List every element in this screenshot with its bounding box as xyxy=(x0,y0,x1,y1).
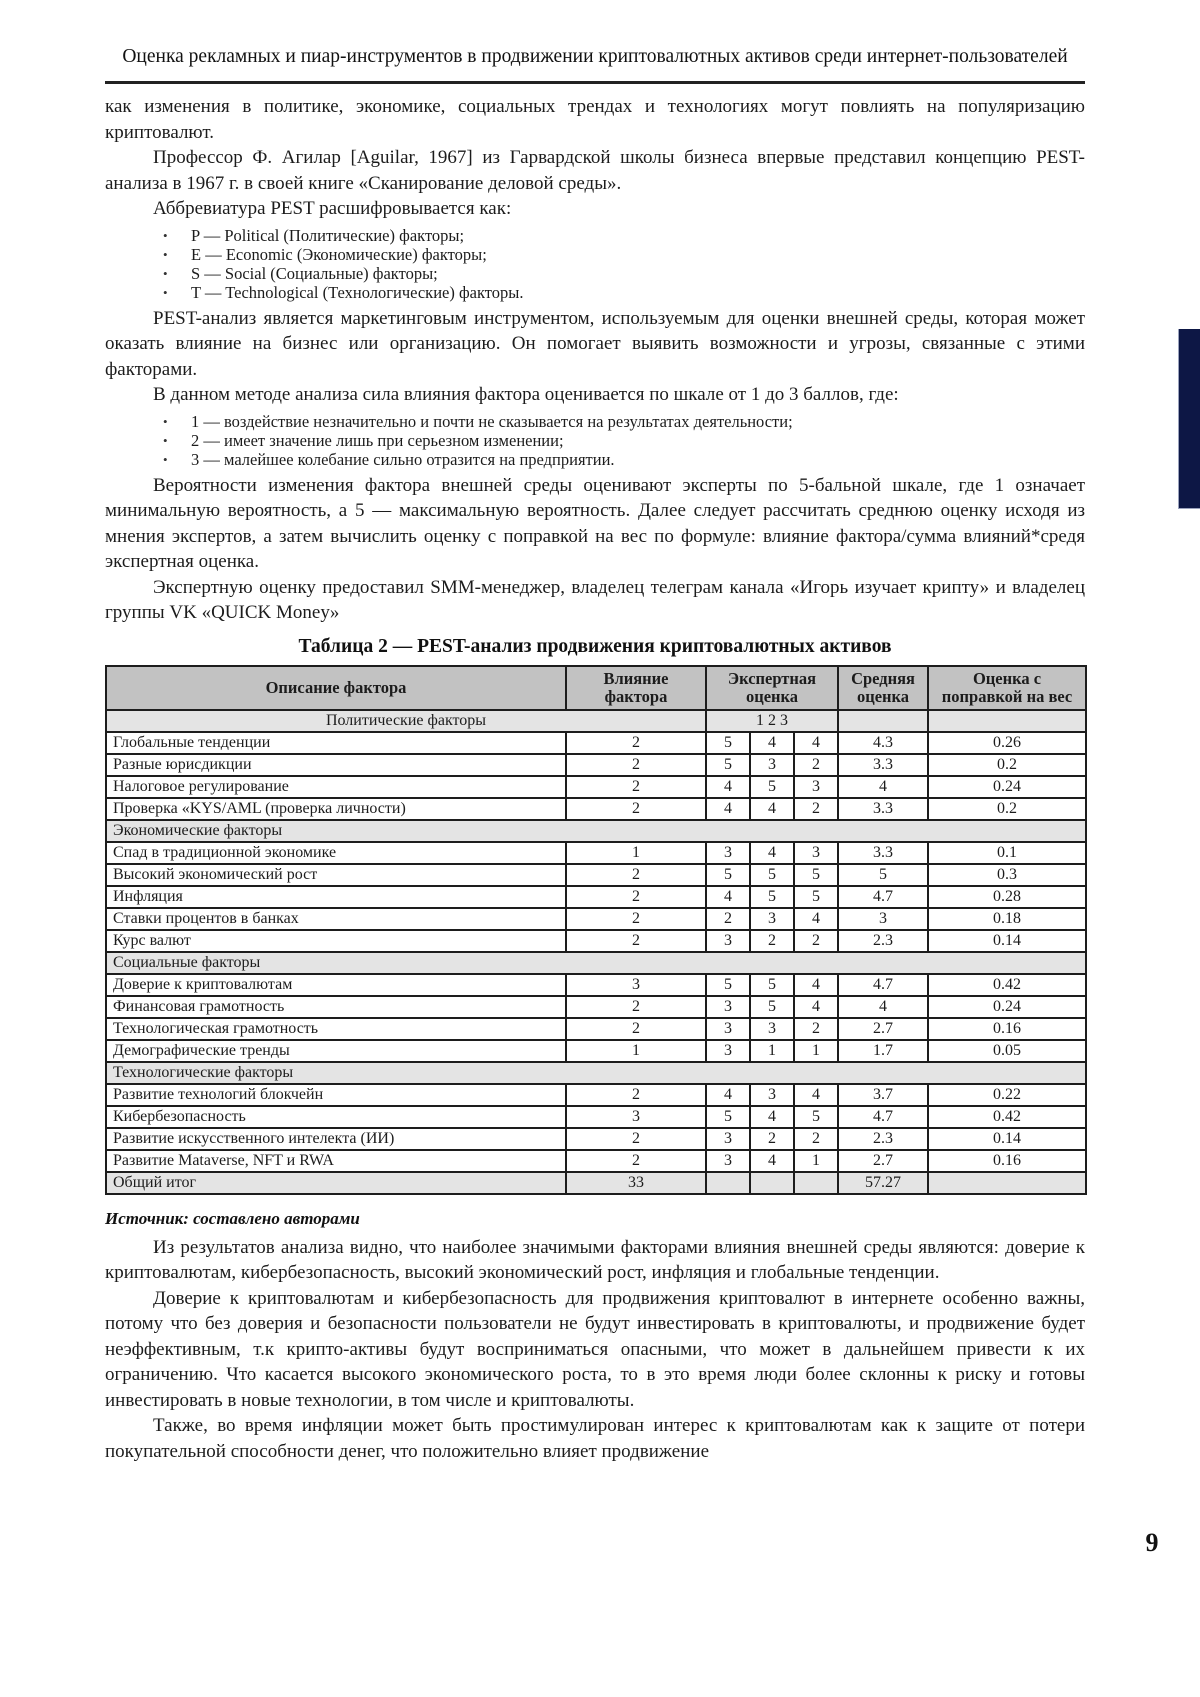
pest-bullet-list xyxy=(105,227,1085,301)
table-row xyxy=(106,996,1086,1018)
table-cell: 4 xyxy=(750,1106,794,1128)
paragraph-inflation: Также, во время инфляции может быть простимулирован интерес к криптовалютам как к защите от потери покупательной способности денег, что положительно влияет продвижение xyxy=(105,1415,1085,1462)
table-cell: 33 xyxy=(566,1172,706,1194)
table-row xyxy=(106,908,1086,930)
table-cell: 4 xyxy=(794,1084,838,1106)
table-cell: 3 xyxy=(794,842,838,864)
table-cell: Курс валют xyxy=(106,930,566,952)
table-row xyxy=(106,1150,1086,1172)
table-cell: 3 xyxy=(706,1040,750,1062)
table-cell: 2 xyxy=(566,1150,706,1172)
table-cell: 4 xyxy=(750,1150,794,1172)
table-cell: 4 xyxy=(838,996,928,1018)
table-cell: 0.14 xyxy=(928,930,1086,952)
table-cell: Технологическая грамотность xyxy=(106,1018,566,1040)
page-content xyxy=(105,0,1085,1464)
table-cell: 4.7 xyxy=(838,974,928,996)
bullet-item: • T — Technological (Технологические) факторы. xyxy=(105,284,1085,301)
running-head-title: Оценка рекламных и пиар-инструментов в продвижении криптовалютных активов среди интернет-пользователей xyxy=(122,46,1068,67)
table-cell: Развитие искусственного интелекта (ИИ) xyxy=(106,1128,566,1150)
table-cell: Кибербезопасность xyxy=(106,1106,566,1128)
table-cell: 3 xyxy=(706,1128,750,1150)
table-cell: Инфляция xyxy=(106,886,566,908)
paragraph-expert-source: Экспертную оценку предоставил SMM-менеджер, владелец телеграм канала «Игорь изучает крипту» и владелец группы VK «QUICK Money» xyxy=(105,576,1085,623)
table-cell: 2.7 xyxy=(838,1150,928,1172)
table-cell: 2 xyxy=(794,798,838,820)
column-header-description: Описание фактора xyxy=(106,666,566,710)
table-cell: 1 2 3 xyxy=(706,710,838,732)
table-cell: 2 xyxy=(566,930,706,952)
table-cell: 2.3 xyxy=(838,930,928,952)
table-cell: 3 xyxy=(838,908,928,930)
table-cell: Финансовая грамотность xyxy=(106,996,566,1018)
table-row xyxy=(106,974,1086,996)
paragraph-trust: Доверие к криптовалютам и кибербезопасность для продвижения криптовалют в интернете особенно важны, потому что без доверия и безопасности пользователи не будут инвестировать в криптовалюты, и продвижение будет неэффективным, т.к крипто-активы будут восприниматься опасными, что может в дальнейшем привести к их ограничению. Что касается высокого экономического роста, то в это время люди более склонны к риску и готовы инвестировать в новые технологии, в том числе и криптовалюты. xyxy=(105,1287,1085,1411)
table-cell: 3 xyxy=(794,776,838,798)
paragraph-abbreviation: Аббревиатура PEST расшифровывается как: xyxy=(153,198,512,219)
table-cell: 2 xyxy=(566,864,706,886)
bullet-item: • P — Political (Политические) факторы; xyxy=(105,227,1085,244)
table-cell: 2 xyxy=(566,754,706,776)
table-cell: 5 xyxy=(838,864,928,886)
table-cell: 2 xyxy=(794,754,838,776)
table-cell: 0.16 xyxy=(928,1018,1086,1040)
table-cell: 0.2 xyxy=(928,798,1086,820)
table-cell: 2 xyxy=(566,1018,706,1040)
table-cell: 0.2 xyxy=(928,754,1086,776)
table-row xyxy=(106,710,1086,732)
page-number: 9 xyxy=(1145,1528,1159,1557)
table-cell: Демографические тренды xyxy=(106,1040,566,1062)
table-cell: 4 xyxy=(750,732,794,754)
table-cell: 1 xyxy=(794,1150,838,1172)
bullet-item: • S — Social (Социальные) факторы; xyxy=(105,265,1085,282)
source-note: Источник: составлено авторами xyxy=(105,1208,360,1228)
bullet-item: • E — Economic (Экономические) факторы; xyxy=(105,246,1085,263)
table-row xyxy=(106,1018,1086,1040)
table-header xyxy=(106,666,1086,710)
table-row xyxy=(106,1062,1086,1084)
table-cell: 2.3 xyxy=(838,1128,928,1150)
table-row xyxy=(106,732,1086,754)
table-cell: 0.3 xyxy=(928,864,1086,886)
table-row xyxy=(106,886,1086,908)
table-cell: 0.22 xyxy=(928,1084,1086,1106)
table-cell: 3 xyxy=(706,996,750,1018)
table-cell: Социальные факторы xyxy=(106,952,1086,974)
table-cell: Доверие к криптовалютам xyxy=(106,974,566,996)
table-cell: 5 xyxy=(750,776,794,798)
table-cell: 4.7 xyxy=(838,886,928,908)
table-cell: 3 xyxy=(566,1106,706,1128)
table-cell: Налоговое регулирование xyxy=(106,776,566,798)
table-row xyxy=(106,820,1086,842)
table-cell: 0.42 xyxy=(928,1106,1086,1128)
table-cell: 4 xyxy=(838,776,928,798)
pest-table-body xyxy=(106,710,1086,1194)
pest-analysis-table xyxy=(105,665,1087,1195)
table-row xyxy=(106,864,1086,886)
table-cell: 3 xyxy=(750,1018,794,1040)
table-cell: 5 xyxy=(706,754,750,776)
table-cell: Экономические факторы xyxy=(106,820,1086,842)
table-cell: 4.3 xyxy=(838,732,928,754)
table-cell xyxy=(838,710,928,732)
table-cell: 5 xyxy=(706,1106,750,1128)
table-cell: 1.7 xyxy=(838,1040,928,1062)
table-row xyxy=(106,754,1086,776)
table-cell: 5 xyxy=(706,864,750,886)
table-row xyxy=(106,1084,1086,1106)
bullet-item: • 2 — имеет значение лишь при серьезном изменении; xyxy=(105,432,1085,449)
table-cell: 0.18 xyxy=(928,908,1086,930)
table-cell: 4 xyxy=(794,908,838,930)
table-cell: 4 xyxy=(794,732,838,754)
table-cell: 4 xyxy=(706,776,750,798)
scale-bullet-list xyxy=(105,413,1085,468)
table-cell: Ставки процентов в банках xyxy=(106,908,566,930)
table-cell: 0.24 xyxy=(928,996,1086,1018)
table-cell: 2 xyxy=(794,1018,838,1040)
table-cell: 0.28 xyxy=(928,886,1086,908)
table-cell: 0.42 xyxy=(928,974,1086,996)
table-cell: 5 xyxy=(750,996,794,1018)
table-cell: 4 xyxy=(794,996,838,1018)
table-cell: 0.1 xyxy=(928,842,1086,864)
table-row xyxy=(106,952,1086,974)
table-cell: 0.16 xyxy=(928,1150,1086,1172)
table-cell: 3.3 xyxy=(838,842,928,864)
table-cell xyxy=(928,1172,1086,1194)
side-accent-tab xyxy=(1178,329,1200,509)
table-row xyxy=(106,1172,1086,1194)
table-cell: 57.27 xyxy=(838,1172,928,1194)
table-cell xyxy=(794,1172,838,1194)
table-cell: Высокий экономический рост xyxy=(106,864,566,886)
table-cell: 4 xyxy=(794,974,838,996)
table-cell: Проверка «KYS/AML (проверка личности) xyxy=(106,798,566,820)
table-cell xyxy=(928,710,1086,732)
table-cell: 3 xyxy=(706,1018,750,1040)
table-cell: Спад в традиционной экономике xyxy=(106,842,566,864)
table-row xyxy=(106,1040,1086,1062)
table-cell: 4 xyxy=(750,842,794,864)
table-cell: 2 xyxy=(566,1128,706,1150)
bullet-item: • 3 — малейшее колебание сильно отразится на предприятии. xyxy=(105,451,1085,468)
table-cell: Глобальные тенденции xyxy=(106,732,566,754)
table-cell: 5 xyxy=(750,864,794,886)
table-cell: 5 xyxy=(750,974,794,996)
paragraph-intro: как изменения в политике, экономике, социальных трендах и технологиях могут повлиять на популяризацию криптовалют. xyxy=(105,96,1085,143)
table-cell: 3.3 xyxy=(838,754,928,776)
table-row xyxy=(106,798,1086,820)
table-row xyxy=(106,776,1086,798)
table-cell xyxy=(706,1172,750,1194)
table-cell: 3 xyxy=(750,754,794,776)
table-cell: 5 xyxy=(794,864,838,886)
table-cell: 1 xyxy=(794,1040,838,1062)
table-cell: 2 xyxy=(566,732,706,754)
table-cell: 0.26 xyxy=(928,732,1086,754)
table-cell: 3.7 xyxy=(838,1084,928,1106)
table-cell: 5 xyxy=(794,886,838,908)
table-cell: 3 xyxy=(706,930,750,952)
table-cell: 0.24 xyxy=(928,776,1086,798)
header-rule xyxy=(105,81,1085,84)
table-header-row xyxy=(106,666,1086,710)
table-cell: 3 xyxy=(750,1084,794,1106)
paragraph-pest-tool: PEST-анализ является маркетинговым инструментом, используемым для оценки внешней среды, которая может оказать влияние на бизнес или организацию. Он помогает выявить возможности и угрозы, связанные с этими факторами. xyxy=(105,307,1085,380)
table-cell: 2.7 xyxy=(838,1018,928,1040)
table-cell: 2 xyxy=(566,1084,706,1106)
paragraph-results: Из результатов анализа видно, что наиболее значимыми факторами влияния внешней среды являются: доверие к криптовалютам, кибербезопасность, высокий экономический рост, инфляция и глобальные тенденции. xyxy=(105,1236,1085,1283)
table-cell: 2 xyxy=(566,798,706,820)
table-cell: 5 xyxy=(706,974,750,996)
table-cell: Технологические факторы xyxy=(106,1062,1086,1084)
column-header-average: Средняя оценка xyxy=(838,666,928,710)
table-cell: 1 xyxy=(566,842,706,864)
table-cell: 4 xyxy=(706,798,750,820)
table-cell: Развитие Mataverse, NFT и RWA xyxy=(106,1150,566,1172)
table-cell: 3 xyxy=(706,1150,750,1172)
table-cell: 2 xyxy=(566,996,706,1018)
table-cell: 1 xyxy=(750,1040,794,1062)
table-cell: 2 xyxy=(794,1128,838,1150)
column-header-expert: Экспертная оценка xyxy=(706,666,838,710)
table-cell: 4 xyxy=(706,886,750,908)
table-row xyxy=(106,1128,1086,1150)
table-row xyxy=(106,930,1086,952)
table-cell: 2 xyxy=(566,776,706,798)
column-header-weighted: Оценка с поправкой на вес xyxy=(928,666,1086,710)
table-cell: 5 xyxy=(794,1106,838,1128)
table-cell: 3 xyxy=(706,842,750,864)
table-cell: 4 xyxy=(706,1084,750,1106)
table-cell: 2 xyxy=(566,886,706,908)
table-row xyxy=(106,842,1086,864)
table-cell: 2 xyxy=(794,930,838,952)
table-cell: 0.05 xyxy=(928,1040,1086,1062)
table-cell: 2 xyxy=(750,1128,794,1150)
table-cell: 3 xyxy=(750,908,794,930)
table-cell: 3 xyxy=(566,974,706,996)
table-caption: Таблица 2 — PEST-анализ продвижения криптовалютных активов xyxy=(298,635,892,657)
table-cell xyxy=(750,1172,794,1194)
table-cell: 5 xyxy=(750,886,794,908)
table-cell: 4 xyxy=(750,798,794,820)
table-cell: Разные юрисдикции xyxy=(106,754,566,776)
bullet-item: • 1 — воздействие незначительно и почти не сказывается на результатах деятельности; xyxy=(105,413,1085,430)
column-header-influence: Влияние фактора xyxy=(566,666,706,710)
table-cell: Политические факторы xyxy=(106,710,706,732)
table-cell: Развитие технологий блокчейн xyxy=(106,1084,566,1106)
table-cell: 4.7 xyxy=(838,1106,928,1128)
paragraph-scale: В данном методе анализа сила влияния фактора оценивается по шкале от 1 до 3 баллов, где: xyxy=(153,384,899,405)
table-cell: Общий итог xyxy=(106,1172,566,1194)
paragraph-aguilar: Профессор Ф. Агилар [Aguilar, 1967] из Гарвардской школы бизнеса впервые представил концепцию PEST-анализа в 1967 г. в своей книге «Сканирование деловой среды». xyxy=(105,147,1085,194)
table-cell: 1 xyxy=(566,1040,706,1062)
table-row xyxy=(106,1106,1086,1128)
paragraph-probability: Вероятности изменения фактора внешней среды оценивают эксперты по 5-бальной шкале, где 1 означает минимальную вероятность, а 5 — максимальную вероятность. Далее следует рассчитать среднюю оценку исходя из мнения экспертов, а затем вычислить оценку с поправкой на вес по формуле: влияние фактора/сумма влияний*средя экспертная оценка. xyxy=(105,474,1085,572)
table-cell: 3.3 xyxy=(838,798,928,820)
table-cell: 2 xyxy=(566,908,706,930)
table-cell: 2 xyxy=(706,908,750,930)
table-cell: 2 xyxy=(750,930,794,952)
table-cell: 0.14 xyxy=(928,1128,1086,1150)
table-cell: 5 xyxy=(706,732,750,754)
